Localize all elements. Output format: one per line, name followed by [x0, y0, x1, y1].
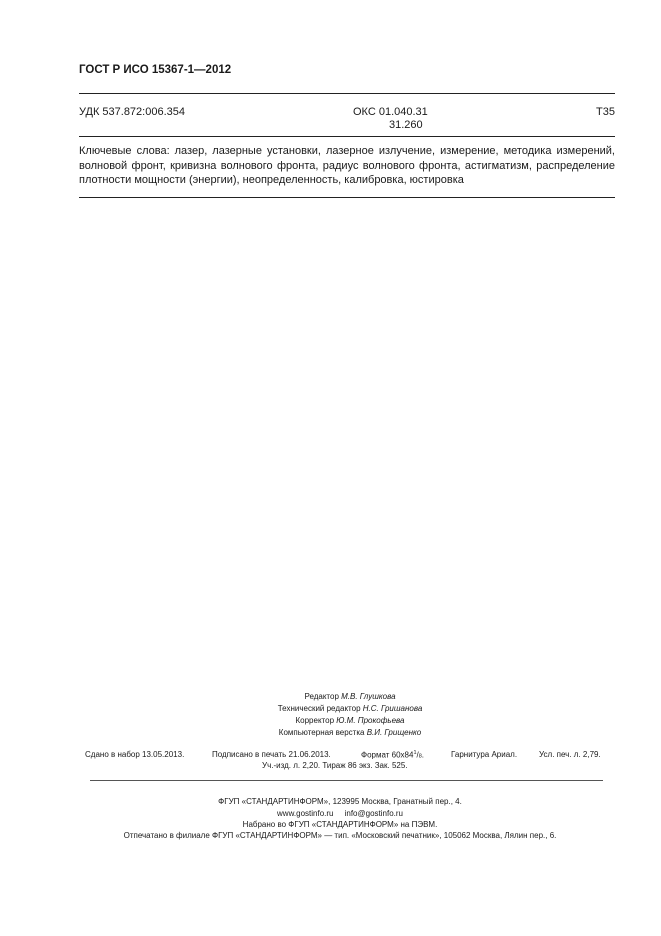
print-divider	[90, 780, 603, 781]
format-slash: /	[416, 750, 419, 760]
oks-code: ОКС 01.040.31	[353, 106, 428, 118]
credit-name: М.В. Глушкова	[341, 692, 396, 701]
credit-tech-editor	[200, 704, 500, 713]
keywords-line-1: Ключевые слова: лазер, лазерные установки, лазерное излучение, измерение, методика измерений,	[79, 145, 615, 157]
standard-number: ГОСТ Р ИСО 15367-1—2012	[79, 64, 232, 76]
credit-editor	[200, 692, 500, 701]
print-submitted: Сдано в набор 13.05.2013.	[85, 750, 185, 759]
print-signed: Подписано в печать 21.06.2013.	[212, 750, 331, 759]
publisher-typeset: Набрано во ФГУП «СТАНДАРТИНФОРМ» на ПЭВМ.	[242, 820, 438, 829]
format-sub: 8	[418, 753, 422, 760]
credit-role: Редактор	[304, 692, 339, 701]
classification-rule	[79, 136, 615, 137]
oks-code-secondary: 31.260	[389, 119, 423, 131]
publisher-printed: Отпечатано в филиале ФГУП «СТАНДАРТИНФОРМ» — тип. «Московский печатник», 105062 Москва, Лялин пер., 6.	[123, 831, 557, 840]
credit-role: Корректор	[295, 716, 335, 725]
publisher-email: info@gostinfo.ru	[344, 809, 403, 818]
print-format: Формат $60х84^1/8$.	[361, 750, 425, 760]
keywords-line-2: волновой фронт, кривизна волнового фронта, радиус волнового фронта, астигматизм, распределение	[79, 159, 615, 172]
keywords-block	[79, 144, 615, 188]
credit-layout	[200, 728, 500, 737]
keywords-line-3: плотности мощности (энергии), неопределенность, калибровка, юстировка	[79, 174, 464, 186]
keywords-rule	[79, 197, 615, 198]
publisher-contacts	[60, 809, 620, 818]
credit-name: В.И. Грищенко	[366, 728, 422, 737]
header-rule	[79, 93, 615, 94]
publisher-address: ФГУП «СТАНДАРТИНФОРМ», 123995 Москва, Гранатный пер., 4.	[218, 797, 462, 806]
credit-role: Компьютерная верстка	[278, 728, 365, 737]
format-prefix: Формат 60х84	[361, 750, 414, 760]
credit-corrector	[200, 716, 500, 725]
udk-code: УДК 537.872:006.354	[79, 106, 185, 118]
publisher-website: www.gostinfo.ru	[277, 809, 334, 818]
format-sup: 1	[413, 750, 417, 756]
credit-role: Технический редактор	[277, 704, 361, 713]
print-typeface: Гарнитура Ариал.	[451, 750, 518, 759]
print-details: Уч.-изд. л. 2,20. Тираж 86 экз. Зак. 525.	[262, 761, 408, 770]
credit-name: Н.С. Гришанова	[362, 704, 423, 713]
print-sheets: Усл. печ. л. 2,79.	[539, 750, 601, 759]
group-code: Т35	[596, 106, 615, 118]
credit-name: Ю.М. Прокофьева	[336, 716, 405, 725]
